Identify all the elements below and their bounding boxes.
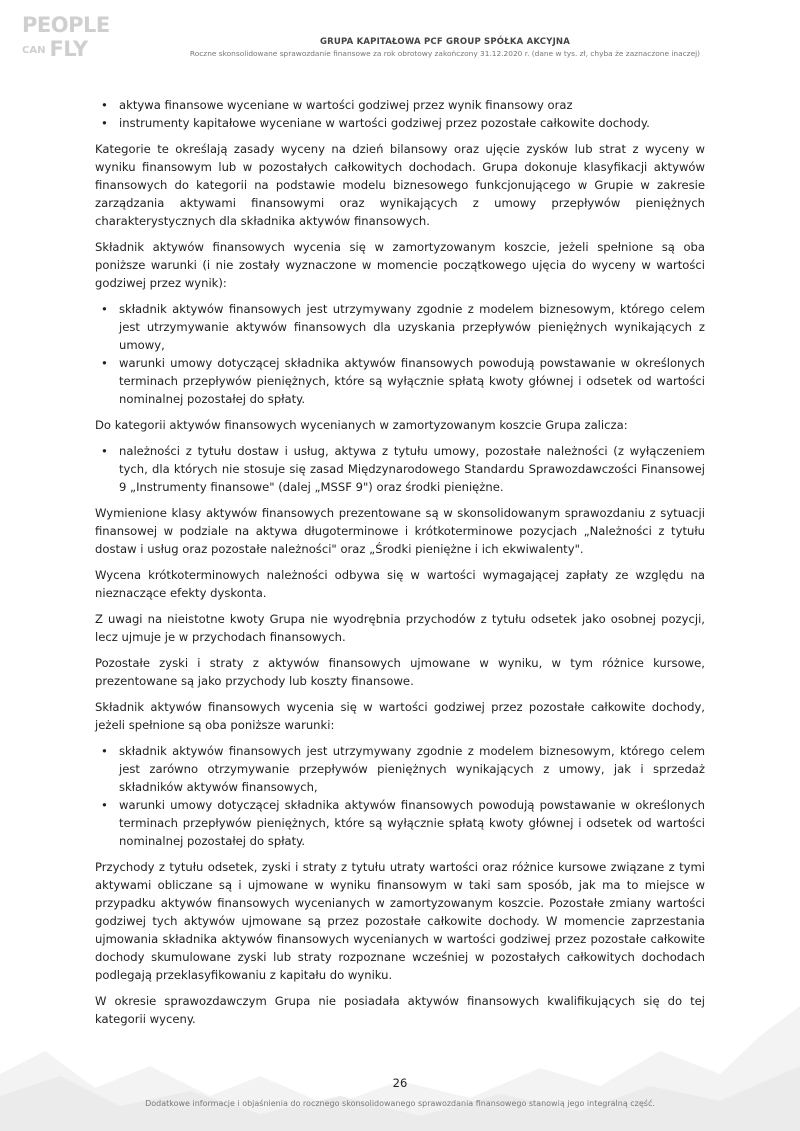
list-item-text: warunki umowy dotyczącej składnika aktywów finansowych powodują powstawanie w określonych terminach przepływów pieniężnych, które są wyłącznie spłatą kwoty głównej i odsetek od wartości nominalnej pozostałej do spłaty. <box>119 356 705 406</box>
list-item-text: instrumenty kapitałowe wyceniane w wartości godziwej przez pozostałe całkowite dochody. <box>119 116 650 130</box>
paragraph: Składnik aktywów finansowych wycenia się w wartości godziwej przez pozostałe całkowite dochody, jeżeli spełnione są oba poniższe warunki: <box>95 700 705 732</box>
list-item-text: warunki umowy dotyczącej składnika aktywów finansowych powodują powstawanie w określonych terminach przepływów pieniężnych, które są wyłącznie spłatą kwoty głównej i odsetek od wartości nominalnej pozostałej do spłaty. <box>119 798 705 848</box>
list-item <box>95 442 705 496</box>
paragraph: W okresie sprawozdawczym Grupa nie posiadała aktywów finansowych kwalifikujących się do tej kategorii wyceny. <box>95 994 705 1026</box>
list-item <box>95 742 705 796</box>
bullet-list <box>95 96 705 132</box>
header-subtitle: Roczne skonsolidowane sprawozdanie finansowe za rok obrotowy zakończony 31.12.2020 r. (dane w tys. zł, chyba że zaznaczone inaczej) <box>189 49 701 58</box>
bullet-icon: • <box>101 444 108 458</box>
footer-note: Dodatkowe informacje i objaśnienia do rocznego skonsolidowanego sprawozdania finansowego stanowią jego integralną część. <box>145 1099 655 1108</box>
paragraph: Wymienione klasy aktywów finansowych prezentowane są w skonsolidowanym sprawozdaniu z sytuacji finansowej w podziale na aktywa długoterminowe i krótkoterminowe pozycjach „Należności z tytułu dostaw i usług oraz pozostałe należności" oraz „Środki pieniężne i ich ekwiwalenty". <box>95 506 705 556</box>
logo-line-people: PEOPLE <box>22 13 110 37</box>
bullet-list <box>95 300 705 408</box>
bullet-list <box>95 742 705 850</box>
document-body <box>95 96 705 1036</box>
people-can-fly-logo <box>22 13 110 70</box>
list-item-text: składnik aktywów finansowych jest utrzymywany zgodnie z modelem biznesowym, którego celem jest utrzymywanie aktywów finansowych dla uzyskania przepływów pieniężnych wynikających z umowy, <box>119 302 705 352</box>
paragraph: Do kategorii aktywów finansowych wycenianych w zamortyzowanym koszcie Grupa zalicza: <box>95 418 628 432</box>
bullet-icon: • <box>101 744 108 758</box>
paragraph: Pozostałe zyski i straty z aktywów finansowych ujmowane w wyniku, w tym różnice kursowe, prezentowane są jako przychody lub koszty finansowe. <box>95 656 705 688</box>
page-number: 26 <box>392 1076 408 1090</box>
header-title: GRUPA KAPITAŁOWA PCF GROUP SPÓŁKA AKCYJNA <box>319 37 571 47</box>
list-item-text: należności z tytułu dostaw i usług, aktywa z tytułu umowy, pozostałe należności (z wyłączeniem tych, dla których nie stosuje się zasad Międzynarodowego Standardu Sprawozdawczości Finansowej 9 „Instrumenty finansowe" (dalej „MSSF 9") oraz środki pieniężne. <box>119 444 705 494</box>
bullet-icon: • <box>101 98 108 112</box>
list-item-text: składnik aktywów finansowych jest utrzymywany zgodnie z modelem biznesowym, którego celem jest zarówno otrzymywanie przepływów pieniężnych wynikających z umowy, jak i sprzedaż składników aktywów finansowych, <box>119 744 705 794</box>
paragraph: Składnik aktywów finansowych wycenia się w zamortyzowanym koszcie, jeżeli spełnione są oba poniższe warunki (i nie zostały wyznaczone w momencie początkowego ujęcia do wyceny w wartości godziwej przez wynik): <box>95 240 705 290</box>
paragraph: Kategorie te określają zasady wyceny na dzień bilansowy oraz ujęcie zysków lub strat z wyceny w wyniku finansowym lub w pozostałych całkowitych dochodach. Grupa dokonuje klasyfikacji aktywów finansowych do kategorii na podstawie modelu biznesowego funkcjonującego w Grupie w zakresie zarządzania aktywami finansowymi oraz wynikających z umowy przepływów pieniężnych charakterystycznych dla składnika aktywów finansowych. <box>95 142 705 228</box>
list-item <box>95 796 705 850</box>
logo-fly: FLY <box>49 37 88 61</box>
bullet-icon: • <box>101 798 108 812</box>
bullet-icon: • <box>101 302 108 316</box>
bullet-icon: • <box>101 356 108 370</box>
paragraph: Przychody z tytułu odsetek, zyski i straty z tytułu utraty wartości oraz różnice kursowe związane z tymi aktywami obliczane są i ujmowane w wyniku finansowym w taki sam sposób, jak ma to miejsce w przypadku aktywów finansowych wycenianych w zamortyzowanym koszcie. Pozostałe zmiany wartości godziwej tych aktywów ujmowane są przez pozostałe całkowite dochody. W momencie zaprzestania ujmowania składnika aktywów finansowych wycenianych w wartości godziwej przez pozostałe całkowite dochody skumulowane zyski lub straty rozpoznane wcześniej w pozostałych całkowitych dochodach podlegają przeklasyfikowaniu z kapitału do wyniku. <box>95 860 705 982</box>
paragraph: Wycena krótkoterminowych należności odbywa się w wartości wymagającej zapłaty ze względu na nieznaczące efekty dyskonta. <box>95 568 705 600</box>
list-item <box>95 354 705 408</box>
list-item-text: aktywa finansowe wyceniane w wartości godziwej przez wynik finansowy oraz <box>119 98 573 112</box>
list-item <box>95 114 705 132</box>
page-header <box>110 37 780 58</box>
decorative-mountains <box>0 996 800 1131</box>
bullet-list <box>95 442 705 496</box>
logo-can: CAN <box>22 45 46 56</box>
bullet-icon: • <box>101 116 108 130</box>
paragraph: Z uwagi na nieistotne kwoty Grupa nie wyodrębnia przychodów z tytułu odsetek jako osobnej pozycji, lecz ujmuje je w przychodach finansowych. <box>95 612 705 644</box>
list-item <box>95 300 705 354</box>
list-item <box>95 96 705 114</box>
